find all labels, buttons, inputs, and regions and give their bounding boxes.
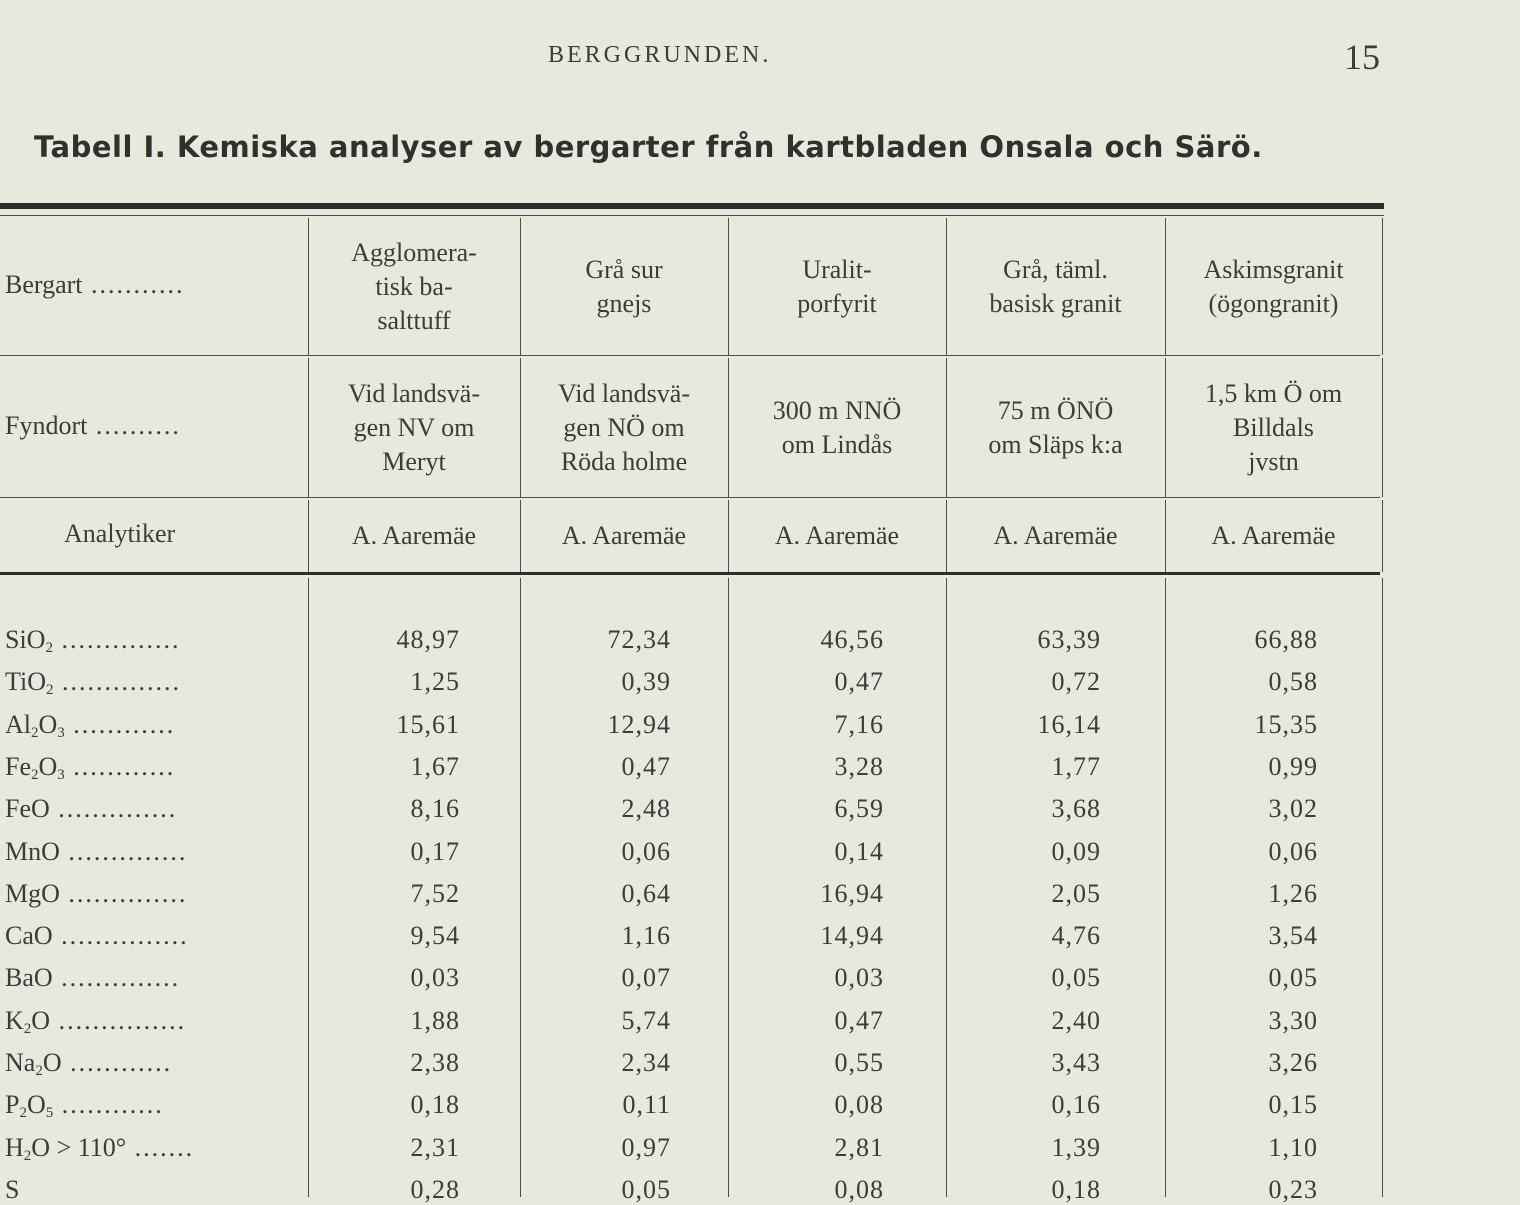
column-divider	[728, 578, 729, 1197]
rule-after-bergart	[0, 355, 1380, 356]
table-cell-value: 1,67	[410, 751, 460, 781]
table-cell-value: 0,28	[410, 1174, 460, 1204]
table-cell-value: 3,54	[1268, 921, 1318, 951]
table-cell-value: 0,07	[621, 963, 671, 993]
table-cell-value: 1,16	[621, 921, 671, 951]
table-row-label	[5, 1175, 19, 1205]
table-cell-value: 14,94	[820, 921, 884, 951]
table-cell-value: 3,30	[1268, 1005, 1318, 1035]
table-cell-value: 12,94	[607, 709, 671, 739]
column-divider	[520, 358, 521, 497]
oxide-formula: $Fe_2O_3$	[5, 751, 65, 783]
table-cell-value: 1,26	[1268, 878, 1318, 908]
table-cell-value: 3,02	[1268, 794, 1318, 824]
oxide-formula: $P_2O_5$	[5, 1090, 54, 1122]
table-cell-value: 16,94	[820, 878, 884, 908]
table-cell-value: 5,74	[621, 1005, 671, 1035]
table-row-label	[5, 752, 175, 782]
running-title: BERGGRUNDEN.	[548, 42, 772, 68]
oxide-formula: $Na_2O$	[5, 1048, 62, 1079]
oxide-formula: CaO	[5, 921, 53, 951]
header-cell-fyndort: Vid landsvä- gen NÖ om Röda holme	[557, 378, 691, 476]
oxide-formula: $H_2O > 110^\circ$	[5, 1132, 127, 1164]
table-cell-value: 7,52	[410, 878, 460, 908]
table-row-label	[5, 963, 180, 993]
table-cell-value: 1,77	[1051, 751, 1101, 781]
leader-dots: ...............	[52, 921, 189, 951]
table-cell-value: 2,34	[621, 1048, 671, 1077]
column-divider	[946, 500, 947, 572]
running-head	[0, 37, 1520, 82]
oxide-formula: FeO	[5, 794, 50, 824]
table-cell-value: 0,15	[1268, 1090, 1318, 1120]
table-row-label	[5, 625, 180, 655]
column-divider	[946, 358, 947, 497]
table-cell-value: 0,05	[1051, 963, 1101, 993]
header-cell-analytiker: A. Aaremäe	[774, 521, 900, 550]
table-cell-value: 2,05	[1051, 878, 1101, 908]
header-cell-bergart: Uralit- porfyrit	[797, 254, 877, 318]
leader-dots: ..............	[53, 667, 181, 697]
column-divider	[308, 218, 309, 355]
table-cell-value: 16,14	[1037, 709, 1101, 739]
leader-dots: ..........	[87, 410, 181, 440]
table-cell-value: 0,05	[621, 1174, 671, 1204]
table-cell-value: 63,39	[1037, 625, 1101, 654]
column-divider	[1382, 500, 1383, 572]
table-cell-value: 2,40	[1051, 1005, 1101, 1035]
oxide-formula: BaO	[5, 963, 53, 993]
table-cell-value: 0,08	[834, 1174, 884, 1204]
table-cell-value: 0,64	[621, 878, 671, 908]
leader-dots: ...........	[82, 269, 185, 299]
table-cell-value: 15,35	[1254, 709, 1318, 739]
table-cell-value: 0,09	[1051, 836, 1101, 866]
header-cell-analytiker: A. Aaremäe	[1211, 521, 1336, 550]
column-divider	[1165, 218, 1166, 355]
column-divider	[728, 358, 729, 497]
column-divider	[946, 218, 947, 355]
header-cell-analytiker: A. Aaremäe	[561, 521, 687, 550]
table-cell-value: 72,34	[607, 625, 671, 654]
table-cell-value: 8,16	[410, 794, 460, 824]
column-divider	[308, 500, 309, 572]
column-divider	[520, 218, 521, 355]
column-divider	[1382, 358, 1383, 497]
table-cell-value: 0,47	[621, 751, 671, 781]
header-label-analytiker	[64, 519, 175, 549]
table-cell-value: 0,47	[834, 1005, 884, 1035]
leader-dots: ...............	[50, 1005, 187, 1035]
table-cell-value: 66,88	[1254, 625, 1318, 654]
table-cell-value: 6,59	[834, 794, 884, 824]
table-row-label	[5, 1133, 194, 1163]
table-cell-value: 0,55	[834, 1048, 884, 1077]
leader-dots: ..............	[52, 625, 181, 654]
table-top-rule	[0, 203, 1384, 209]
table-cell-value: 9,54	[410, 921, 460, 951]
table-cell-value: 0,18	[410, 1090, 460, 1120]
table-cell-value: 0,03	[834, 963, 884, 993]
header-label-text: Fyndort	[5, 410, 88, 440]
column-divider	[520, 500, 521, 572]
table-cell-value: 2,48	[621, 794, 671, 824]
table-cell-value: 0,47	[834, 667, 884, 697]
table-cell-value: 1,10	[1268, 1132, 1318, 1162]
header-label-text: Bergart	[5, 269, 83, 299]
table-cell-value: 0,72	[1051, 667, 1101, 697]
table-cell-value: 46,56	[820, 625, 884, 654]
column-divider	[728, 500, 729, 572]
column-divider	[1165, 358, 1166, 497]
header-cell-bergart: Agglomera- tisk ba- salttuff	[351, 237, 477, 335]
table-row-label	[5, 1090, 164, 1120]
oxide-formula: MnO	[5, 836, 60, 866]
column-divider	[1165, 578, 1166, 1197]
table-cell-value: 0,97	[621, 1132, 671, 1162]
header-label-text: Analytiker	[64, 519, 176, 548]
leader-dots: ............	[53, 1090, 164, 1120]
table-row-label	[5, 1006, 186, 1036]
header-label-fyndort	[5, 411, 181, 441]
table-top-thin-rule	[0, 215, 1384, 216]
table-row-label	[5, 710, 175, 740]
table-cell-value: 3,43	[1051, 1048, 1101, 1077]
header-cell-fyndort: 75 m ÖNÖ om Släps k:a	[988, 395, 1123, 459]
table-cell-value: 1,25	[410, 667, 460, 697]
leader-dots: ..............	[59, 836, 188, 866]
table-cell-value: 0,17	[410, 836, 460, 866]
leader-dots: ............	[64, 751, 176, 781]
table-cell-value: 3,26	[1268, 1048, 1318, 1077]
leader-dots: .......	[126, 1132, 195, 1162]
column-divider	[728, 218, 729, 355]
header-label-bergart	[5, 270, 185, 300]
table-cell-value: 1,39	[1051, 1132, 1101, 1162]
table-row-label	[5, 794, 177, 824]
table-cell-value: 0,16	[1051, 1090, 1101, 1120]
oxide-formula: TiO$_2$	[5, 667, 54, 699]
page-number: 15	[1344, 37, 1380, 77]
table-cell-value: 0,39	[621, 667, 671, 697]
table-row-label	[5, 667, 181, 697]
table-row-label	[5, 921, 189, 951]
table-cell-value: 3,68	[1051, 794, 1101, 824]
column-divider	[308, 578, 309, 1197]
table-cell-value: 2,81	[834, 1132, 884, 1162]
table-cell-value: 0,05	[1268, 963, 1318, 993]
header-cell-bergart: Grå sur gnejs	[585, 254, 663, 318]
oxide-formula: MgO	[5, 878, 60, 908]
leader-dots: ............	[64, 709, 176, 739]
table-row-label	[5, 1048, 172, 1078]
table-cell-value: 0,99	[1268, 751, 1318, 781]
table-cell-value: 0,06	[621, 836, 671, 866]
table-cell-value: 0,18	[1051, 1174, 1101, 1204]
table-cell-value: 48,97	[396, 625, 460, 654]
table-caption: Tabell I. Kemiska analyser av bergarter från kartbladen Onsala och Särö.	[34, 130, 1263, 164]
table-cell-value: 0,03	[410, 963, 460, 993]
oxide-formula: S	[5, 1174, 20, 1204]
header-cell-fyndort: 1,5 km Ö om Billdals jvstn	[1204, 378, 1343, 476]
table-row-label	[5, 837, 187, 867]
header-cell-fyndort: 300 m NNÖ om Lindås	[772, 395, 902, 459]
table-row-label	[5, 879, 187, 909]
leader-dots: ............	[61, 1048, 173, 1077]
column-divider	[1165, 500, 1166, 572]
header-cell-analytiker: A. Aaremäe	[993, 521, 1118, 550]
header-cell-bergart: Grå, täml. basisk granit	[989, 254, 1122, 318]
table-cell-value: 1,88	[410, 1005, 460, 1035]
table-cell-value: 15,61	[396, 709, 460, 739]
oxide-formula: $K_2O$	[5, 1005, 51, 1037]
table-header-rule	[0, 572, 1380, 575]
header-cell-analytiker: A. Aaremäe	[351, 521, 477, 550]
table-cell-value: 0,08	[834, 1090, 884, 1120]
table-cell-value: 2,31	[410, 1132, 460, 1162]
header-cell-bergart: Askimsgranit (ögongranit)	[1203, 254, 1344, 318]
oxide-formula: $Al_2O_3$	[5, 709, 65, 741]
column-divider	[520, 578, 521, 1197]
table-cell-value: 3,28	[834, 751, 884, 781]
table-cell-value: 0,58	[1268, 667, 1318, 697]
rule-after-fyndort	[0, 497, 1380, 498]
table-cell-value: 0,06	[1268, 836, 1318, 866]
leader-dots: ..............	[52, 963, 181, 993]
oxide-formula: SiO$_2$	[5, 625, 53, 656]
table-cell-value: 0,23	[1268, 1174, 1318, 1204]
leader-dots: ..............	[59, 878, 188, 908]
column-divider	[1382, 218, 1383, 355]
column-divider	[946, 578, 947, 1197]
table-cell-value: 0,14	[834, 836, 884, 866]
table-cell-value: 2,38	[410, 1048, 460, 1077]
table-cell-value: 4,76	[1051, 921, 1101, 951]
leader-dots: ..............	[49, 794, 178, 824]
header-cell-fyndort: Vid landsvä- gen NV om Meryt	[347, 378, 481, 476]
column-divider	[308, 358, 309, 497]
table-cell-value: 7,16	[834, 709, 884, 739]
column-divider	[1382, 578, 1383, 1197]
table-cell-value: 0,11	[622, 1090, 671, 1120]
